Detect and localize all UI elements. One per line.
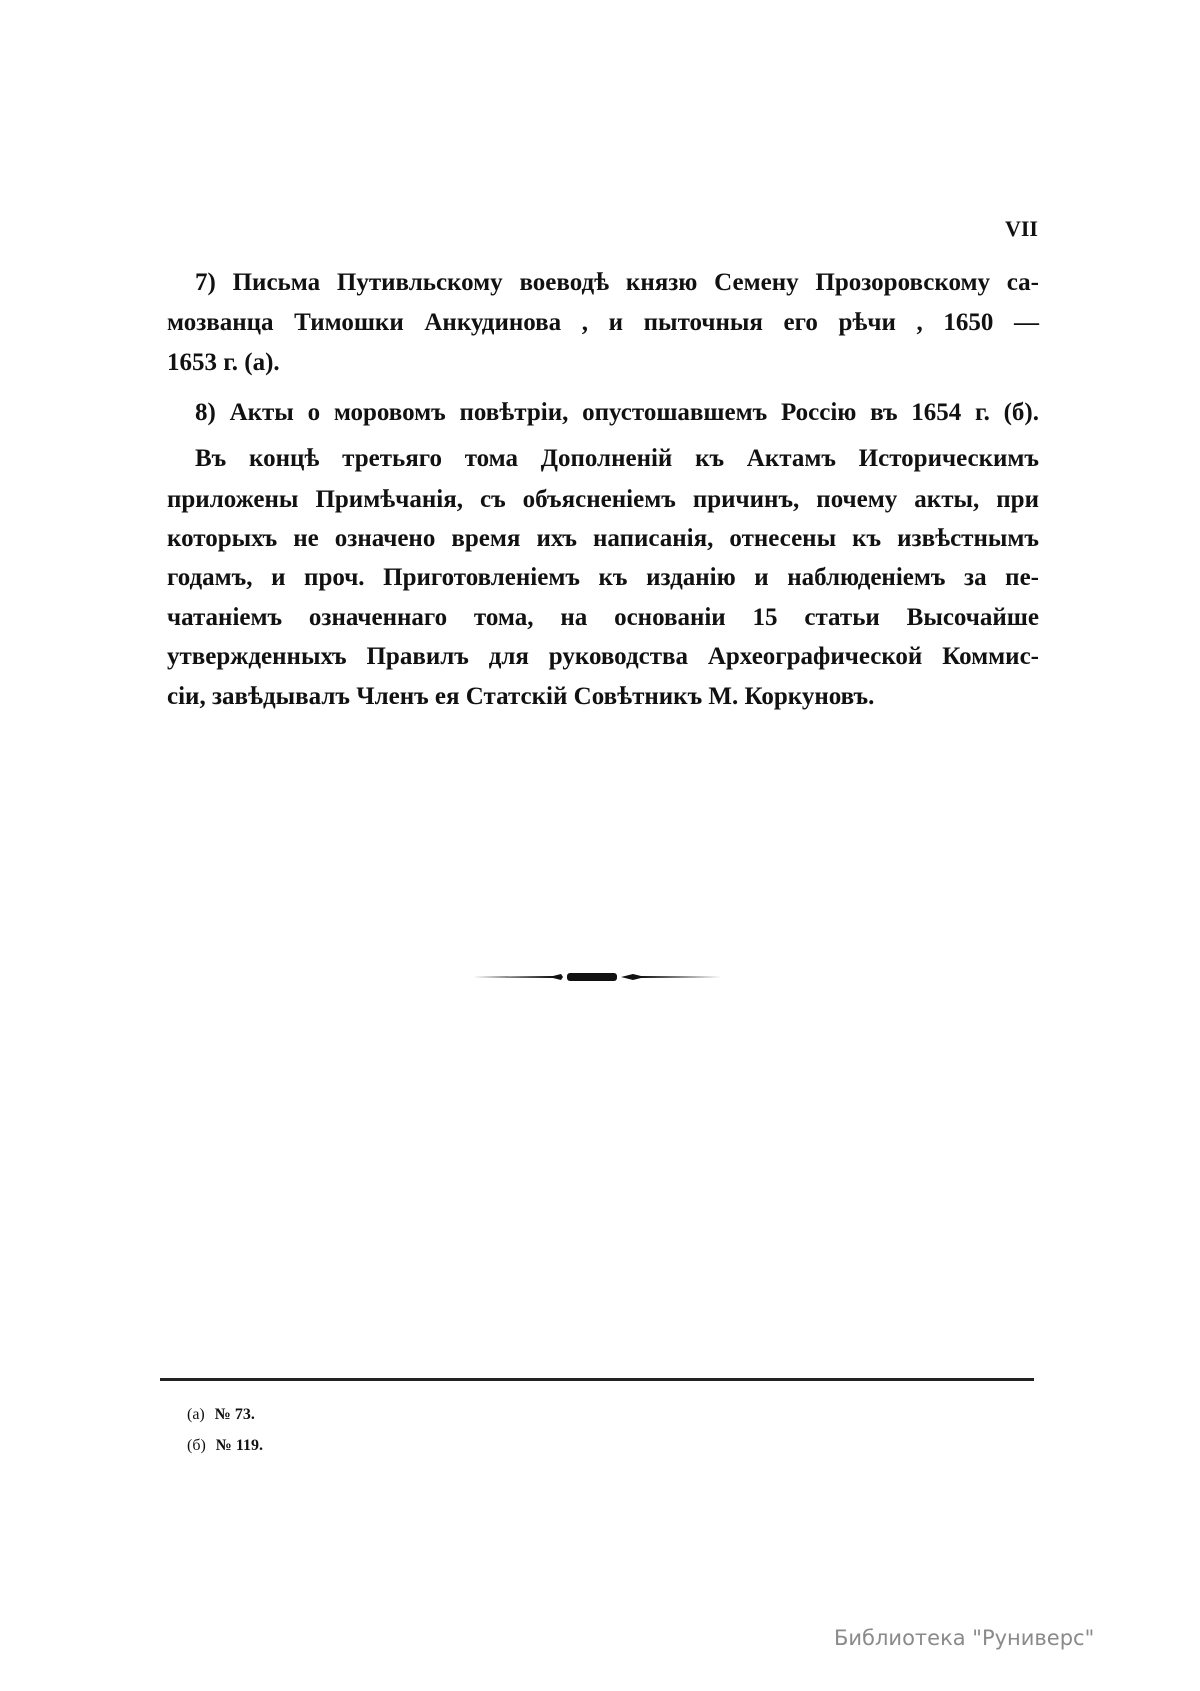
footnote-a [187, 1406, 255, 1424]
text-line: годамъ, и проч. Приготовленіемъ къ изданію и наблюденіемъ за пе- [167, 564, 1039, 591]
text-line: 1653 г. (а). [167, 349, 280, 376]
text-line: мозванца Тимошки Анкудинова , и пыточныя его рѣчи , 1650 — [167, 309, 1039, 336]
text-line: чатаніемъ означеннаго тома, на основаніи 15 статьи Высочайше [167, 604, 1039, 631]
text-line: приложены Примѣчанія, съ объясненіемъ причинъ, почему акты, при [167, 486, 1039, 513]
footnote-b [187, 1437, 263, 1455]
page-number: VII [1004, 216, 1038, 241]
text-line: 8) Акты о моровомъ повѣтріи, опустошавшемъ Россію въ 1654 г. (б). [195, 399, 1039, 426]
ornament-divider [473, 968, 721, 986]
footnote-mark: (б) [187, 1437, 206, 1454]
footnote-ref: № 119. [215, 1437, 263, 1454]
library-watermark: Библиотека "Руниверс" [834, 1626, 1095, 1650]
footnote-divider [160, 1378, 1034, 1381]
text-line: которыхъ не означено время ихъ написанія, отнесены къ извѣстнымъ [167, 525, 1039, 552]
text-line: Въ концѣ третьяго тома Дополненій къ Актамъ Историческимъ [195, 445, 1039, 472]
text-line: утвержденныхъ Правилъ для руководства Археографической Коммис- [167, 643, 1039, 670]
footnote-ref: № 73. [214, 1406, 255, 1423]
text-line: сіи, завѣдывалъ Членъ ея Статскій Совѣтникъ М. Коркуновъ. [167, 683, 875, 710]
text-line: 7) Письма Путивльскому воеводѣ князю Семену Прозоровскому са- [195, 269, 1039, 296]
footnote-mark: (а) [187, 1406, 205, 1423]
